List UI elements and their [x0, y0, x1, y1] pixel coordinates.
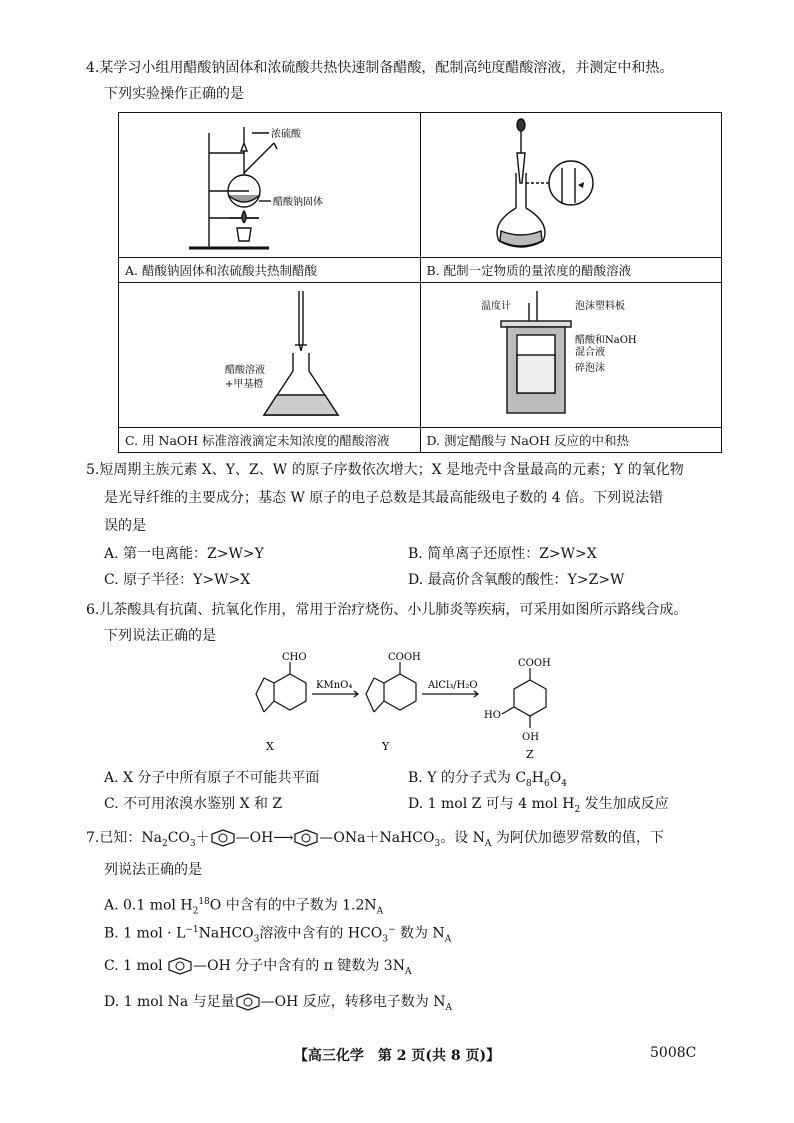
- panel-d-figure: [420, 283, 722, 428]
- benzene-ring-icon: [210, 829, 236, 847]
- benzene-ring-icon: [235, 993, 261, 1011]
- benzene-ring-icon: [293, 829, 319, 847]
- panel-d-caption: D. 测定醋酸与 NaOH 反应的中和热: [420, 428, 722, 453]
- q7-option-c: C. 1 mol —OH 分子中含有的 π 键数为 $3N_A$: [104, 958, 412, 977]
- q7-stem-line2: 列说法正确的是: [104, 862, 202, 878]
- label-crushed-foam: 碎泡沫: [574, 363, 605, 374]
- panel-c-figure: [119, 283, 421, 428]
- panel-b-figure: [420, 113, 722, 258]
- q6-stem-line1: 6.儿茶酸具有抗菌、抗氧化作用，常用于治疗烧伤、小儿肺炎等疾病，可采用如图所示路线合成。: [86, 602, 688, 618]
- label-conc-sulfuric-acid: 浓硫酸: [271, 129, 301, 140]
- q4-stem-line2: 下列实验操作正确的是: [104, 86, 244, 102]
- panel-b-caption: B. 配制一定物质的量浓度的醋酸溶液: [420, 258, 722, 283]
- label-acetic-solution: 醋酸溶液: [225, 365, 265, 376]
- label-foam-board: 泡沫塑料板: [574, 301, 625, 312]
- q7-option-a: A. 0.1 mol $H_2^{18}O$ 中含有的中子数为 $1.2N_A$: [104, 897, 384, 917]
- q6-option-d: D. 1 mol Z 可与 4 mol $H_2$ 发生加成反应: [408, 796, 669, 815]
- scheme-cooh-z: COOH: [518, 658, 551, 669]
- titration-flask-icon: [119, 283, 419, 423]
- q6-option-a: A. X 分子中所有原子不可能共平面: [104, 770, 320, 786]
- q5-stem-line1: 5.短周期主族元素 X、Y、Z、W 的原子序数依次增大；X 是地壳中含量最高的元素；Y 的氧化物: [86, 462, 684, 478]
- panel-a-figure: [119, 113, 421, 258]
- q7-option-d: D. 1 mol Na 与足量 —OH 反应，转移电子数为 $N_A$: [104, 994, 453, 1013]
- synthesis-scheme: [250, 650, 590, 765]
- scheme-reagent-alcl3: AlCl₃/H₂O: [428, 680, 478, 691]
- label-sodium-acetate: 醋酸钠固体: [273, 197, 323, 208]
- distillation-apparatus-icon: [119, 113, 419, 253]
- scheme-label-z: Z: [526, 748, 534, 761]
- page-footer: 【高三化学 第 2 页(共 8 页)】: [293, 1048, 501, 1064]
- q5-option-d: D. 最高价含氧酸的酸性：Y>Z>W: [408, 572, 625, 588]
- q7-option-b: B. 1 mol · $L^{-1}NaHCO_3$溶液中含有的 $HCO_3^-$ 数为 $N_A$: [104, 925, 452, 945]
- volumetric-flask-icon: [421, 113, 721, 253]
- q5-option-a: A. 第一电离能：Z>W>Y: [104, 546, 264, 562]
- q5-option-b: B. 简单离子还原性：Z>W>X: [408, 546, 597, 562]
- scheme-cooh-y: COOH: [388, 652, 421, 663]
- label-methyl-orange: +甲基橙: [225, 379, 264, 390]
- q5-option-c: C. 原子半径：Y>W>X: [104, 572, 251, 588]
- q6-option-c: C. 不可用浓溴水鉴别 X 和 Z: [104, 796, 283, 812]
- q5-stem-line3: 误的是: [104, 518, 146, 534]
- calorimeter-icon: [421, 283, 721, 423]
- label-mixture-2: 混合液: [574, 347, 605, 358]
- label-thermometer: 温度计: [480, 301, 511, 312]
- q5-stem-line2: 是光导纤维的主要成分；基态 W 原子的电子总数是其最高能级电子数的 4 倍。下列说法错: [104, 490, 664, 506]
- q4-apparatus-table: [118, 112, 722, 453]
- q4-stem-line1: 4.某学习小组用醋酸钠固体和浓硫酸共热快速制备醋酸，配制高纯度醋酸溶液，并测定中和热。: [86, 60, 674, 76]
- label-mixture-1: 醋酸和NaOH: [574, 335, 637, 346]
- q7-stem-line1: 7.已知：$Na_2CO_3+$ —OH⟶ —ONa＋NaHCO$_3$。设 $N_A$ 为阿伏加德罗常数的值，下: [86, 830, 664, 849]
- panel-a-caption: A. 醋酸钠固体和浓硫酸共热制醋酸: [119, 258, 421, 283]
- scheme-label-x: X: [266, 740, 274, 753]
- scheme-label-y: Y: [382, 740, 390, 753]
- benzene-ring-icon: [167, 957, 193, 975]
- scheme-reagent-kmno4: KMnO₄: [316, 680, 353, 691]
- q6-option-b: B. Y 的分子式为 $C_8H_6O_4$: [408, 770, 567, 789]
- q6-stem-line2: 下列说法正确的是: [104, 628, 216, 644]
- scheme-oh: OH: [522, 732, 539, 743]
- scheme-ho: HO: [484, 710, 501, 721]
- panel-c-caption: C. 用 NaOH 标准溶液滴定未知浓度的醋酸溶液: [119, 428, 421, 453]
- scheme-cho: CHO: [282, 652, 307, 663]
- exam-code: 5008C: [650, 1045, 697, 1061]
